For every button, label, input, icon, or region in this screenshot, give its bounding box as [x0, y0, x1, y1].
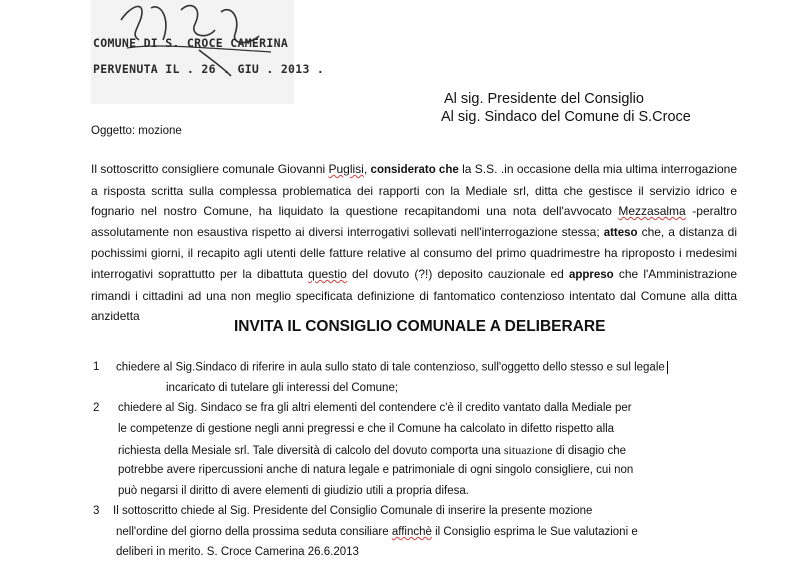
section-heading: INVITA IL CONSIGLIO COMUNALE A DELIBERARE [234, 318, 606, 335]
word-affinche: affinchè [391, 526, 432, 538]
name-puglisi: Puglisi [328, 162, 364, 176]
item-2-line-4: potrebbe avere ripercussioni anche di natura legale e patrimoniale di ogni singolo consigliere, cui non [118, 464, 634, 476]
item-number-1: 1 [93, 361, 100, 373]
stamp-line-municipality: COMUNE DI S. CROCE CAMERINA [93, 36, 289, 50]
para-text-7: che l'Amministrazione rimandi i cittadini ad una non meglio specificata definizione di fantomatico contenzioso intentato dal Comune alla ditta anzidetta [91, 266, 737, 324]
item-3-line-2-text: nell'ordine del giorno della prossima seduta consiliare [116, 526, 392, 538]
item-number-2: 2 [93, 402, 100, 414]
item-3-line-2-tail: il Consiglio esprima le Sue valutazioni e [431, 526, 638, 538]
protocol-stamp [91, 0, 325, 104]
bold-atteso: atteso [603, 226, 638, 239]
item-2-line-5: può negarsi il diritto di avere elementi di giudizio utili a propria difesa. [118, 485, 469, 497]
item-2-line-3-text: richiesta della Mesiale srl. Tale diversità di calcolo del dovuto comporta una [118, 445, 504, 457]
para-text-3: la S.S. .in occasione della mia ultima interrogazione a risposta scritta sulla complessa problematica dei rapporti con la Mediale srl, ditta che gestisce il servizio idrico e fognario nel nostro Comune, ha liquidato la questione recapitandomi una nota dell'avvocato [91, 162, 737, 219]
addressee-president: Al sig. Presidente del Consiglio [444, 91, 644, 107]
text-cursor [667, 361, 668, 374]
item-3-line-2 [116, 526, 638, 538]
item-2-line-3-tail: di disagio che [552, 445, 627, 457]
para-text-2: , [363, 162, 371, 176]
signature-scribble [91, 0, 294, 104]
para-text-6: del dovuto (?!) deposito cauzionale ed [346, 266, 569, 281]
word-questio: questio [308, 266, 347, 281]
stamp-line-received: PERVENUTA IL . 26 . GIU . 2013 . [93, 62, 325, 76]
item-2-line-3 [118, 443, 626, 458]
para-text-5: che, a distanza di pochissimi giorni, il recapito agli utenti delle fatture relative al consumo del primo quadrimestre ha riproposto i medesimi interrogativi soprattutto per la dibattuta [91, 224, 738, 281]
word-situazione: situazione [503, 443, 553, 457]
item-3-line-3: deliberi in merito. S. Croce Camerina 26.6.2013 [116, 546, 359, 558]
bold-appreso: appreso [568, 268, 614, 281]
item-1-line-1-text: chiedere al Sig.Sindaco di riferire in aula sullo stato di tale contenzioso, sull'oggetto dello stesso e sul legale [116, 361, 665, 374]
item-1-line-1 [116, 361, 668, 374]
item-1-line-2: incaricato di tutelare gli interessi del Comune; [166, 382, 399, 394]
name-mezzasalma: Mezzasalma [618, 204, 686, 219]
para-text-4: -peraltro assolutamente non esaustiva rispetto ai diversi interrogativi sollevati nell'interrogazione stessa; [91, 204, 737, 239]
addressee-mayor: Al sig. Sindaco del Comune di S.Croce [441, 109, 691, 125]
para-text-1: Il sottoscritto consigliere comunale Giovanni [91, 162, 329, 176]
premise-paragraph [91, 159, 737, 327]
subject-line: Oggetto: mozione [91, 125, 182, 137]
item-2-line-2: le competenze di gestione negli anni pregressi e che il Comune ha calcolato in difetto rispetto alla [118, 423, 615, 435]
item-2-line-1: chiedere al Sig. Sindaco se fra gli altri elementi del contendere c'è il credito vantato dalla Mediale per [118, 402, 632, 414]
item-3-line-1: Il sottoscritto chiede al Sig. Presidente del Consiglio Comunale di inserire la presente mozione [113, 505, 593, 517]
item-number-3: 3 [93, 505, 100, 517]
bold-considerato: considerato che [370, 164, 459, 176]
